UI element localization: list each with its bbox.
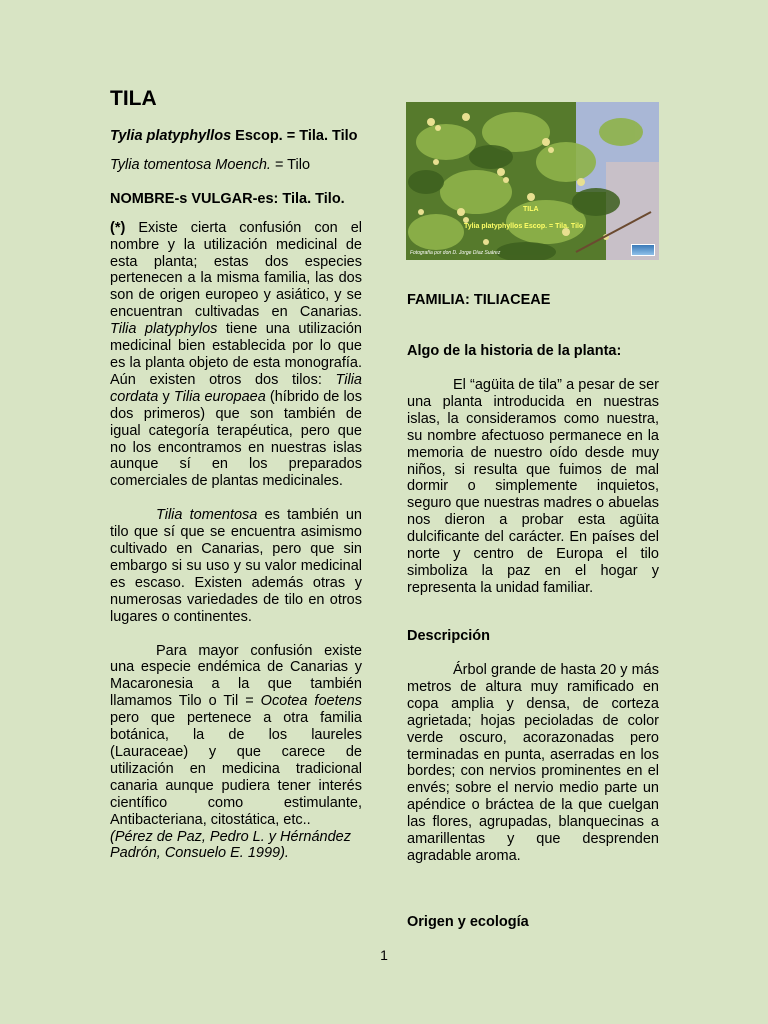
origin-heading: Origen y ecología [407, 914, 529, 930]
family-heading: FAMILIA: TILIACEAE [407, 292, 551, 308]
asterisk-mark: (*) [110, 219, 126, 236]
history-heading: Algo de la historia de la planta: [407, 343, 622, 359]
photo-illustration [406, 102, 659, 260]
p2-text: es también un tilo que sí que se encuentra asimismo cultivado en Canarias, pero que sin embargo si su uso y su valor medicinal es escaso. Existen además otras y numerosas variedades de tilo en otros lugares o continentes. [110, 507, 362, 625]
p1-text-a: Existe cierta confusión con el nombre y la utilización medicinal de esta planta; estas dos especies pertenecen a la misma familia, las dos son de origen europeo y asiático, y se encuentran cultivadas en Canarias. [110, 219, 362, 321]
p3-text-a: Para mayor confusión existe una especie endémica de Canarias y Macaronesia a la que también llamamos Tilo o Til = [110, 642, 362, 710]
species-1-rest: Escop. = Tila. Tilo [231, 128, 358, 144]
page-title: TILA [110, 87, 157, 110]
photo-caption-species: Tylia platyphyllos Escop. = Tila. Tilo [464, 223, 584, 230]
history-text: El “agüita de tila” a pesar de ser una planta introducida en nuestras islas, la consideramos como nuestra, su nombre afectuoso permanece en la memoria de nuestro oído desde muy niños, si resulta que fuimos de mal dormir o simplemente inquietos, seguro que nuestras madres o abuelas nos dieron a probar esta agüita dulcificante del carácter. En países del norte y centro de Europa el tilo simboliza la paz en el hogar y representa la unidad familiar. [407, 377, 659, 596]
species-1-name: Tylia platyphyllos [110, 128, 232, 144]
p1-text-d: (híbrido de los dos primeros) que son también de igual categoría terapéutica, pero que no los encontramos en nuestras islas aunque sí en los preparados comerciales de plantas medicinales. [110, 388, 362, 490]
description-heading: Descripción [407, 628, 490, 644]
p1-text-b: tiene una utilización medicinal bien establecida por lo que es la planta objeto de esta monografía. Aún existen otros dos tilos: [110, 321, 362, 388]
p1-italic-2: Tilia cordata [110, 371, 362, 405]
citation: (Pérez de Paz, Pedro L. y Hérnández Padrón, Consuelo E. 1999). [110, 828, 351, 862]
paragraph-1 [110, 220, 362, 491]
left-column [110, 86, 362, 862]
logo-icon [631, 244, 655, 256]
p2-italic: Tilia tomentosa [156, 507, 258, 524]
species-1 [110, 128, 362, 145]
common-names: NOMBRE-s VULGAR-es: Tila. Tilo. [110, 190, 345, 207]
page-number: 1 [380, 947, 388, 963]
p1-italic-3: Tilia europaea [173, 388, 266, 405]
linden-photo [406, 102, 659, 260]
paragraph-2 [110, 507, 362, 625]
photo-caption-credit: Fotografía por don D. Jorge Díaz Suárez [410, 250, 501, 256]
description-text: Árbol grande de hasta 20 y más metros de altura muy ramificado en copa amplia y densa, de corteza agrietada; hojas pecioladas de color verde oscuro, acorazonadas pero terminadas en punta, aserradas en los bordes; con nervios prominentes en el envés; sobre el nervio medio parte un apéndice o bráctea de la que cuelgan las flores, agrupadas, blanquecinas a amarillentas y que desprenden agradable aroma. [407, 662, 659, 864]
p3-text-b: pero que pertenece a otra familia botánica, la de los laureles (Lauraceae) y que carece de utilización en medicina tradicional canaria aunque pudiera tener interés científico como estimulante, Antibacteriana, citostática, etc.. [110, 710, 362, 828]
p3-italic: Ocotea foetens [260, 693, 362, 710]
species-2-name: Tylia tomentosa Moench. [110, 156, 271, 173]
p1-text-c: y [158, 388, 174, 405]
paragraph-3 [110, 643, 362, 829]
species-2-rest: = Tilo [270, 156, 311, 173]
p1-italic-1: Tilia platyphylos [110, 321, 218, 338]
species-2 [110, 157, 362, 174]
photo-caption-title: TILA [523, 206, 539, 213]
